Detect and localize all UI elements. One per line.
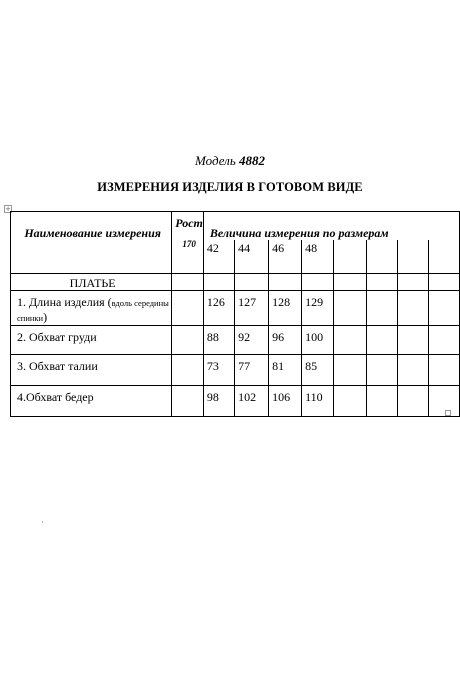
size-cell: 42	[203, 240, 234, 273]
section-row	[11, 273, 460, 290]
empty-cell	[429, 325, 460, 354]
value-cell: 126	[203, 290, 234, 325]
model-number: 4882	[239, 153, 265, 168]
table-row	[11, 354, 460, 385]
table-move-handle-icon[interactable]: +	[5, 205, 11, 213]
header-height-label: Рост	[175, 216, 203, 230]
row-label-text: 1. Длина изделия (	[17, 294, 112, 309]
value-cell: 106	[269, 385, 302, 416]
empty-cell	[429, 273, 460, 290]
table-header-row	[11, 212, 460, 241]
table-resize-handle-icon[interactable]	[445, 410, 451, 416]
empty-cell	[366, 290, 397, 325]
empty-cell	[172, 273, 204, 290]
value-cell: 88	[203, 325, 234, 354]
value-cell: 81	[269, 354, 302, 385]
value-cell: 128	[269, 290, 302, 325]
row-label: 3. Обхват талии	[11, 354, 172, 385]
empty-cell	[334, 240, 367, 273]
empty-cell	[397, 385, 429, 416]
empty-cell	[172, 325, 204, 354]
header-size-values: Величина измерения по размерам	[203, 212, 459, 241]
size-cell: 48	[302, 240, 334, 273]
empty-cell	[172, 290, 204, 325]
value-cell: 92	[235, 325, 269, 354]
empty-cell	[334, 290, 367, 325]
decorative-dot	[42, 521, 43, 523]
empty-cell	[334, 354, 367, 385]
empty-cell	[269, 273, 302, 290]
empty-cell	[366, 325, 397, 354]
document-heading: ИЗМЕРЕНИЯ ИЗДЕЛИЯ В ГОТОВОМ ВИДЕ	[97, 180, 363, 194]
table-row	[11, 385, 460, 416]
empty-cell	[302, 273, 334, 290]
value-cell: 102	[235, 385, 269, 416]
row-label-note: вдоль середины спинки	[17, 297, 169, 323]
row-label: 2. Обхват груди	[11, 325, 172, 354]
value-cell: 96	[269, 325, 302, 354]
table-row	[11, 290, 460, 325]
row-label-suffix: )	[43, 309, 48, 324]
empty-cell	[397, 325, 429, 354]
empty-cell	[334, 325, 367, 354]
empty-cell	[366, 240, 397, 273]
empty-cell	[203, 273, 234, 290]
value-cell: 110	[302, 385, 334, 416]
empty-cell	[334, 385, 367, 416]
empty-cell	[366, 385, 397, 416]
empty-cell	[429, 240, 460, 273]
empty-cell	[397, 290, 429, 325]
value-cell: 127	[235, 290, 269, 325]
header-height-value: 170	[182, 239, 196, 249]
row-label	[11, 290, 172, 325]
value-cell: 77	[235, 354, 269, 385]
header-measurement-name: Наименование измерения	[11, 212, 172, 274]
empty-cell	[235, 273, 269, 290]
value-cell: 129	[302, 290, 334, 325]
section-label: ПЛАТЬЕ	[11, 273, 172, 290]
empty-cell	[366, 354, 397, 385]
value-cell: 98	[203, 385, 234, 416]
empty-cell	[397, 273, 429, 290]
empty-cell	[334, 273, 367, 290]
empty-cell	[397, 354, 429, 385]
size-cell: 44	[235, 240, 269, 273]
size-cell: 46	[269, 240, 302, 273]
empty-cell	[429, 354, 460, 385]
table-row	[11, 325, 460, 354]
value-cell: 100	[302, 325, 334, 354]
empty-cell	[366, 273, 397, 290]
model-label: Модель	[195, 153, 236, 168]
measurements-table	[10, 211, 460, 417]
empty-cell	[172, 385, 204, 416]
empty-cell	[172, 354, 204, 385]
row-label: 4.Обхват бедер	[11, 385, 172, 416]
empty-cell	[397, 240, 429, 273]
value-cell: 73	[203, 354, 234, 385]
header-height	[172, 212, 204, 274]
empty-cell	[429, 290, 460, 325]
model-title	[0, 153, 460, 169]
value-cell: 85	[302, 354, 334, 385]
